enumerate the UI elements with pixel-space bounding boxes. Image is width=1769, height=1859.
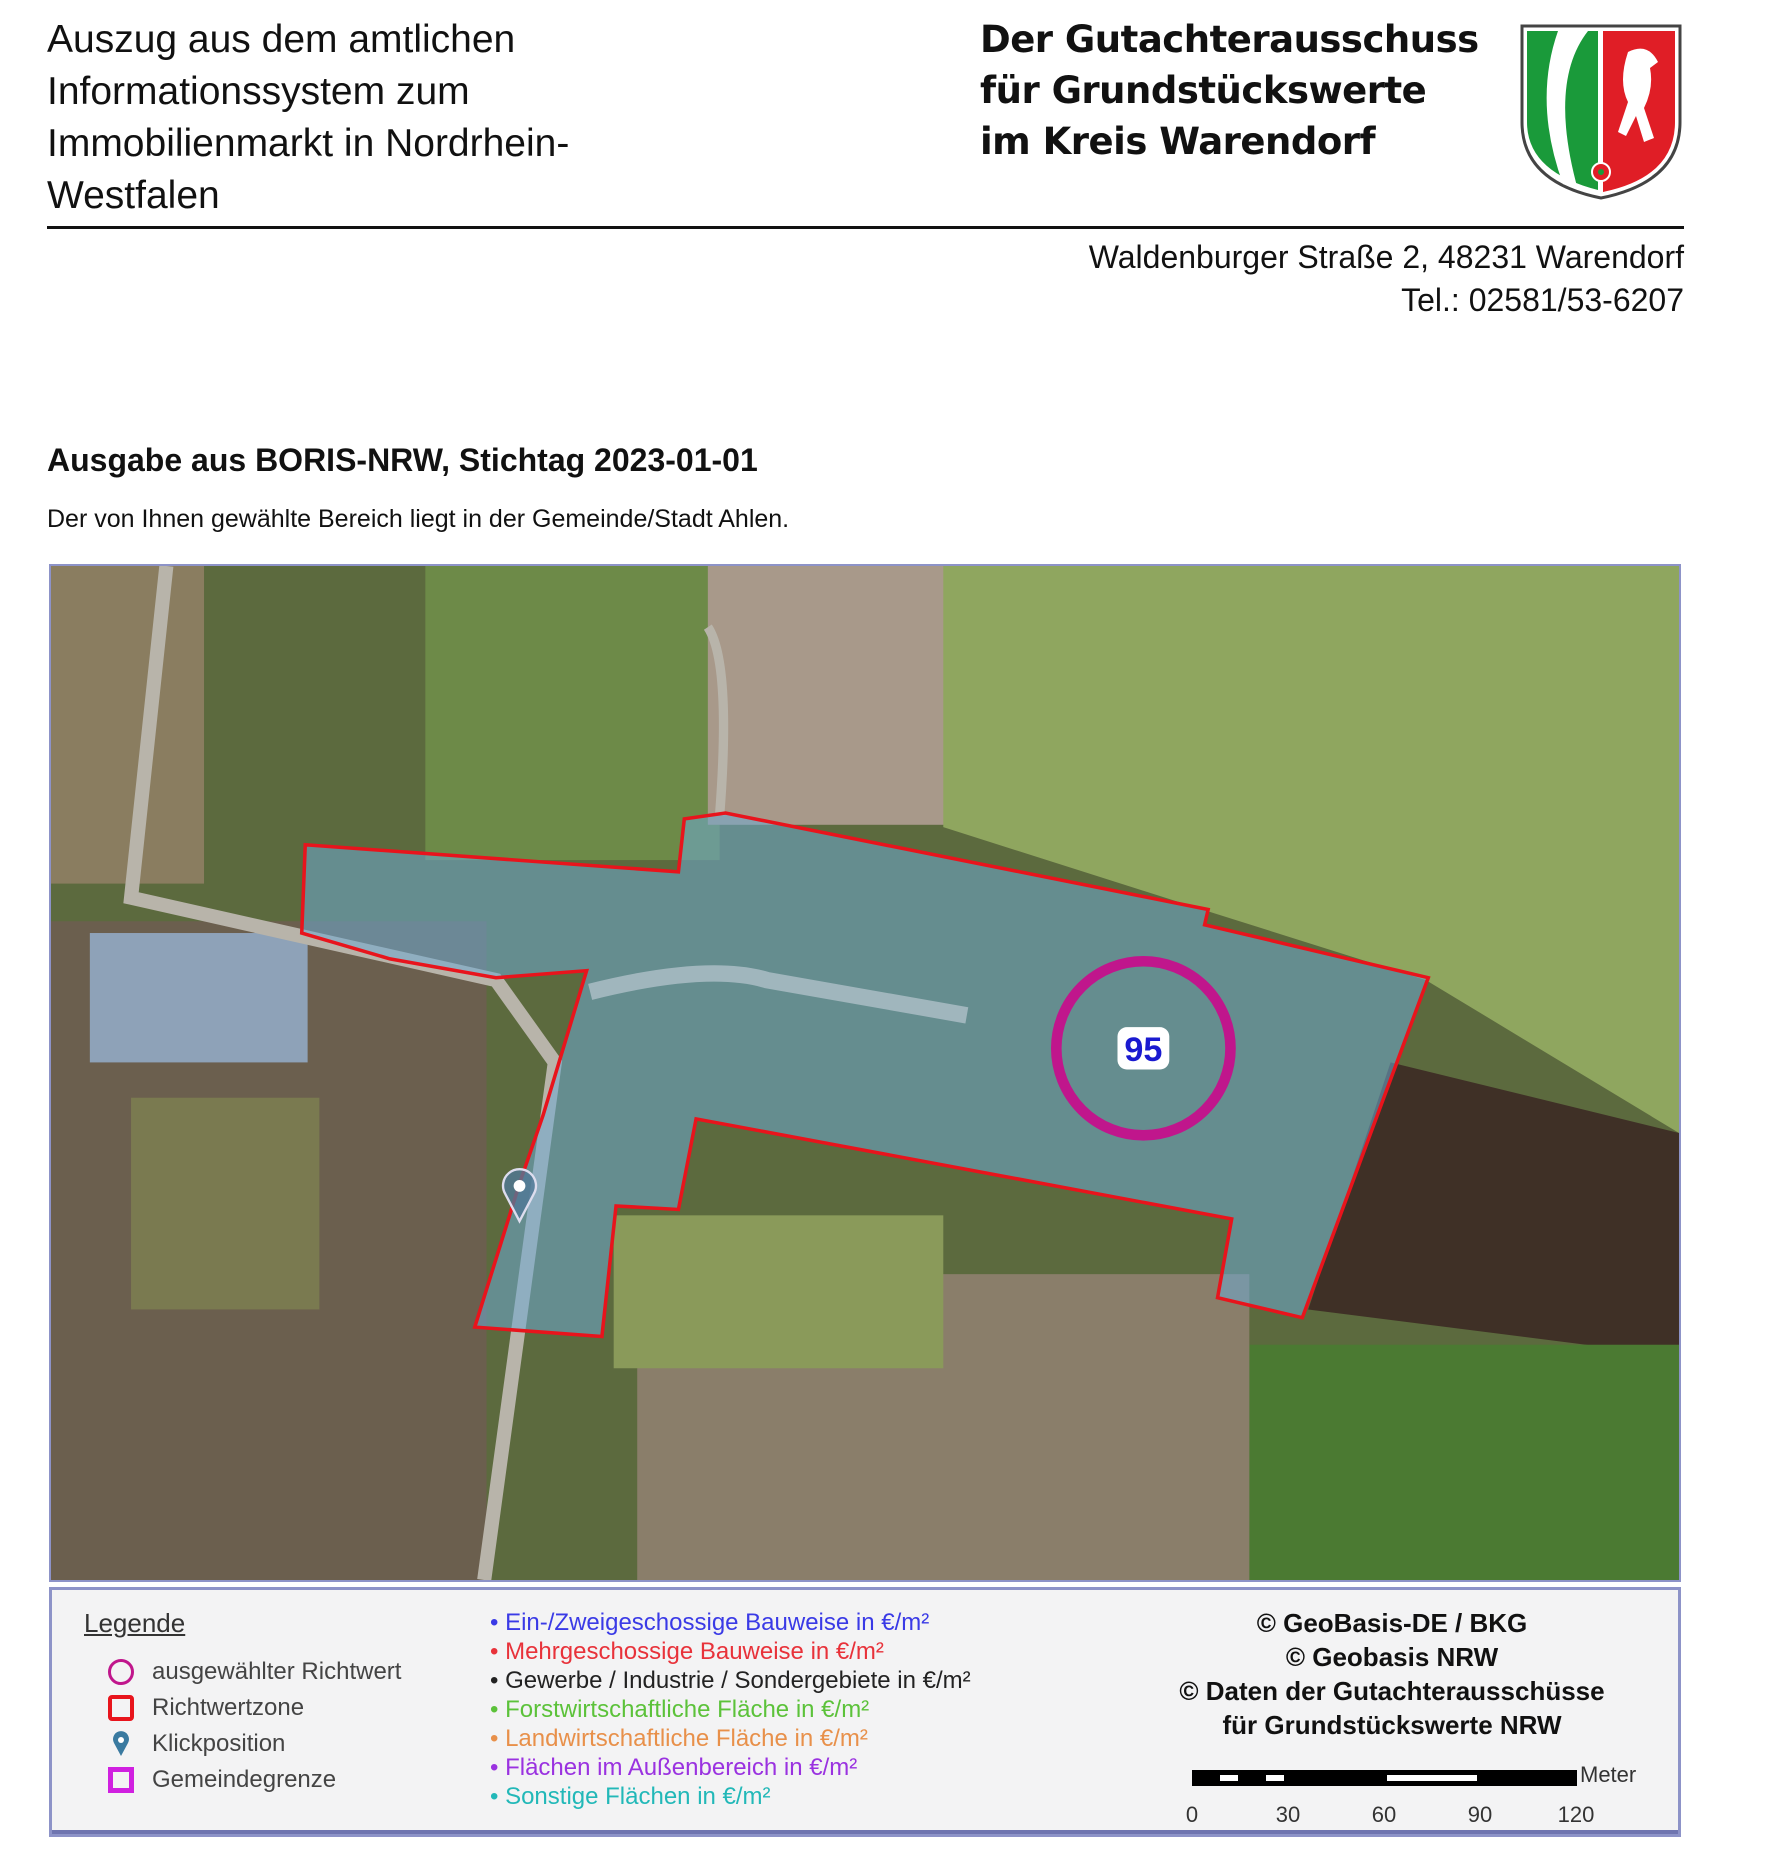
legend-category: • Forstwirtschaftliche Fläche in €/m² bbox=[490, 1696, 870, 1723]
section-heading: Ausgabe aus BORIS-NRW, Stichtag 2023-01-01 bbox=[47, 442, 758, 478]
legend-label: ausgewählter Richtwert bbox=[152, 1658, 402, 1685]
address: Waldenburger Straße 2, 48231 Warendorf bbox=[1088, 239, 1684, 275]
selected-value-label[interactable]: 95 bbox=[1124, 1031, 1163, 1070]
header-divider bbox=[47, 226, 1684, 229]
map-legend bbox=[49, 1587, 1681, 1837]
scale-unit: Meter bbox=[1580, 1762, 1637, 1787]
legend-label: Gemeindegrenze bbox=[152, 1766, 337, 1793]
legend-category: • Landwirtschaftliche Fläche in €/m² bbox=[490, 1725, 868, 1752]
authority-name bbox=[980, 14, 1479, 167]
copyright-line: © Geobasis NRW bbox=[1285, 1642, 1499, 1672]
copyright-block bbox=[1152, 1606, 1632, 1742]
square-icon bbox=[108, 1695, 134, 1721]
title-line: Westfalen bbox=[47, 174, 220, 217]
authority-line: im Kreis Warendorf bbox=[980, 120, 1376, 163]
legend-category: • Gewerbe / Industrie / Sondergebiete in €/m² bbox=[490, 1667, 971, 1694]
scale-bar-graphic bbox=[1192, 1768, 1582, 1788]
title-line: Informationssystem zum bbox=[47, 70, 470, 113]
circle-icon bbox=[108, 1659, 134, 1685]
legend-item-boundary bbox=[108, 1766, 336, 1794]
scale-tick: 60 bbox=[1371, 1802, 1397, 1827]
garden bbox=[614, 1215, 944, 1368]
field bbox=[51, 566, 204, 884]
pin-icon bbox=[108, 1731, 134, 1757]
nrw-crest-icon bbox=[1518, 22, 1684, 200]
authority-line: Der Gutachterausschuss bbox=[980, 18, 1479, 61]
barn-roof bbox=[90, 933, 308, 1062]
legend-category: • Sonstige Flächen in €/m² bbox=[490, 1783, 771, 1810]
legend-item-click bbox=[108, 1730, 285, 1758]
title-line: Auszug aus dem amtlichen bbox=[47, 18, 516, 61]
legend-category: • Mehrgeschossige Bauweise in €/m² bbox=[490, 1638, 884, 1665]
legend-item-zone bbox=[108, 1694, 304, 1722]
legend-label: Klickposition bbox=[152, 1730, 286, 1757]
scale-tick: 90 bbox=[1467, 1802, 1493, 1827]
authority-line: für Grundstückswerte bbox=[980, 69, 1427, 112]
scale-tick: 0 bbox=[1185, 1802, 1199, 1827]
field bbox=[1249, 1345, 1679, 1580]
municipality-note: Der von Ihnen gewählte Bereich liegt in der Gemeinde/Stadt Ahlen. bbox=[47, 505, 790, 533]
aerial-map[interactable] bbox=[49, 564, 1681, 1582]
phone: Tel.: 02581/53-6207 bbox=[1401, 282, 1684, 318]
contact-block bbox=[1089, 236, 1684, 322]
field bbox=[131, 1098, 319, 1310]
field bbox=[708, 566, 955, 825]
document-title bbox=[47, 14, 747, 222]
legend-category: • Ein-/Zweigeschossige Bauweise in €/m² bbox=[490, 1609, 930, 1636]
copyright-line: © GeoBasis-DE / BKG bbox=[1256, 1608, 1528, 1638]
map-canvas bbox=[51, 566, 1679, 1580]
title-line: Immobilienmarkt in Nordrhein- bbox=[47, 122, 570, 165]
square-icon bbox=[108, 1767, 134, 1793]
scale-tick: 30 bbox=[1275, 1802, 1301, 1827]
copyright-line: für Grundstückswerte NRW bbox=[1222, 1710, 1562, 1740]
legend-title: Legende bbox=[84, 1608, 186, 1638]
copyright-line: © Daten der Gutachterausschüsse bbox=[1179, 1676, 1605, 1706]
legend-category: • Flächen im Außenbereich in €/m² bbox=[490, 1754, 858, 1781]
legend-label: Richtwertzone bbox=[152, 1694, 305, 1721]
legend-item-selected bbox=[108, 1658, 401, 1686]
scale-tick: 120 bbox=[1557, 1802, 1595, 1827]
field bbox=[425, 566, 719, 860]
